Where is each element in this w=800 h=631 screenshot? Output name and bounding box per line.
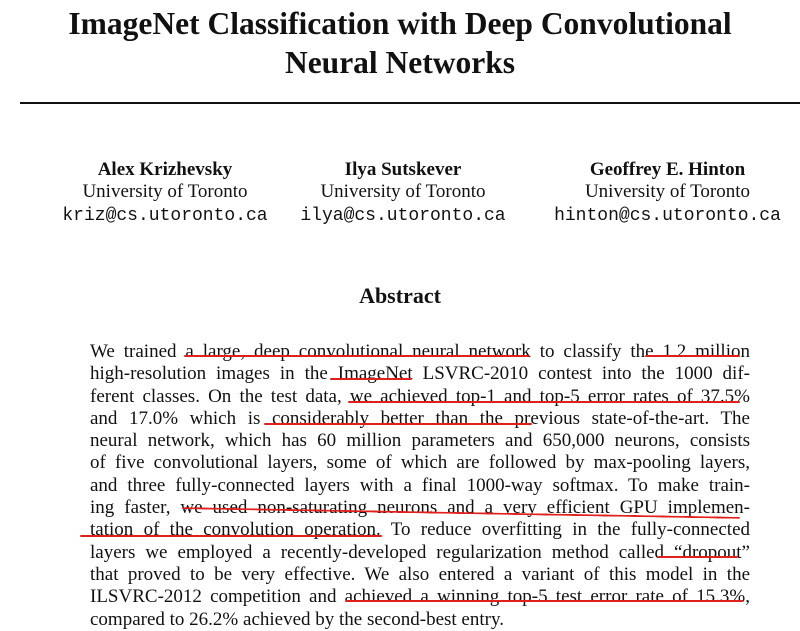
paper-title	[0, 4, 800, 82]
abstract-line: that proved to be very effective. We also entered a variant of this model in the	[90, 563, 750, 585]
author-email: kriz@cs.utoronto.ca	[62, 206, 268, 226]
abstract-line: neural network, which has 60 million parameters and 650,000 neurons, consists	[90, 430, 750, 452]
author-affiliation: University of Toronto	[584, 181, 751, 202]
highlight-underline	[348, 401, 740, 403]
abstract-line: compared to 26.2% achieved by the second-best entry.	[90, 608, 504, 630]
author-block	[535, 159, 800, 229]
highlight-underline	[264, 423, 532, 425]
highlight-underline	[80, 535, 382, 537]
abstract-line: tation of the convolution operation. To reduce overfitting in the fully-connected	[90, 519, 750, 541]
author-email: hinton@cs.utoronto.ca	[554, 206, 781, 226]
highlight-underline	[330, 378, 412, 380]
author-name: Alex Krizhevsky	[97, 159, 233, 180]
highlight-underline	[658, 556, 738, 558]
abstract-heading: Abstract	[359, 283, 441, 308]
title-divider	[20, 102, 800, 104]
author-email: ilya@cs.utoronto.ca	[300, 206, 506, 226]
title-line-2: Neural Networks	[284, 45, 516, 80]
abstract-line: ing faster, we used non-saturating neurons and a very efficient GPU implemen-	[90, 497, 750, 519]
abstract-line: layers we employed a recently-developed regularization method called “dropout”	[90, 541, 750, 563]
abstract-line: ferent classes. On the test data, we achieved top-1 and top-5 error rates of 37.5%	[90, 385, 750, 407]
author-affiliation: University of Toronto	[320, 181, 486, 202]
author-affiliation: University of Toronto	[82, 181, 248, 202]
abstract-body	[90, 341, 750, 631]
abstract-line: and 17.0% which is considerably better than the previous state-of-the-art. The	[90, 407, 750, 429]
abstract-line: and three fully-connected layers with a final 1000-way softmax. To make train-	[90, 474, 750, 496]
abstract-line: high-resolution images in the ImageNet LSVRC-2010 contest into the 1000 dif-	[90, 363, 750, 385]
title-line-1: ImageNet Classification with Deep Convolutional	[68, 6, 732, 41]
highlight-underline	[345, 600, 743, 602]
abstract-line: We trained a large, deep convolutional neural network to classify the 1.2 million	[90, 341, 750, 362]
author-block	[30, 159, 300, 229]
author-name: Ilya Sutskever	[344, 159, 462, 180]
author-block	[280, 159, 526, 229]
highlight-underline	[184, 355, 529, 357]
abstract-line: of five convolutional layers, some of which are followed by max-pooling layers,	[90, 452, 750, 474]
abstract-line: ILSVRC-2012 competition and achieved a winning top-5 test error rate of 15.3%,	[90, 586, 750, 608]
highlight-underline	[645, 355, 740, 357]
author-name: Geoffrey E. Hinton	[589, 159, 746, 180]
